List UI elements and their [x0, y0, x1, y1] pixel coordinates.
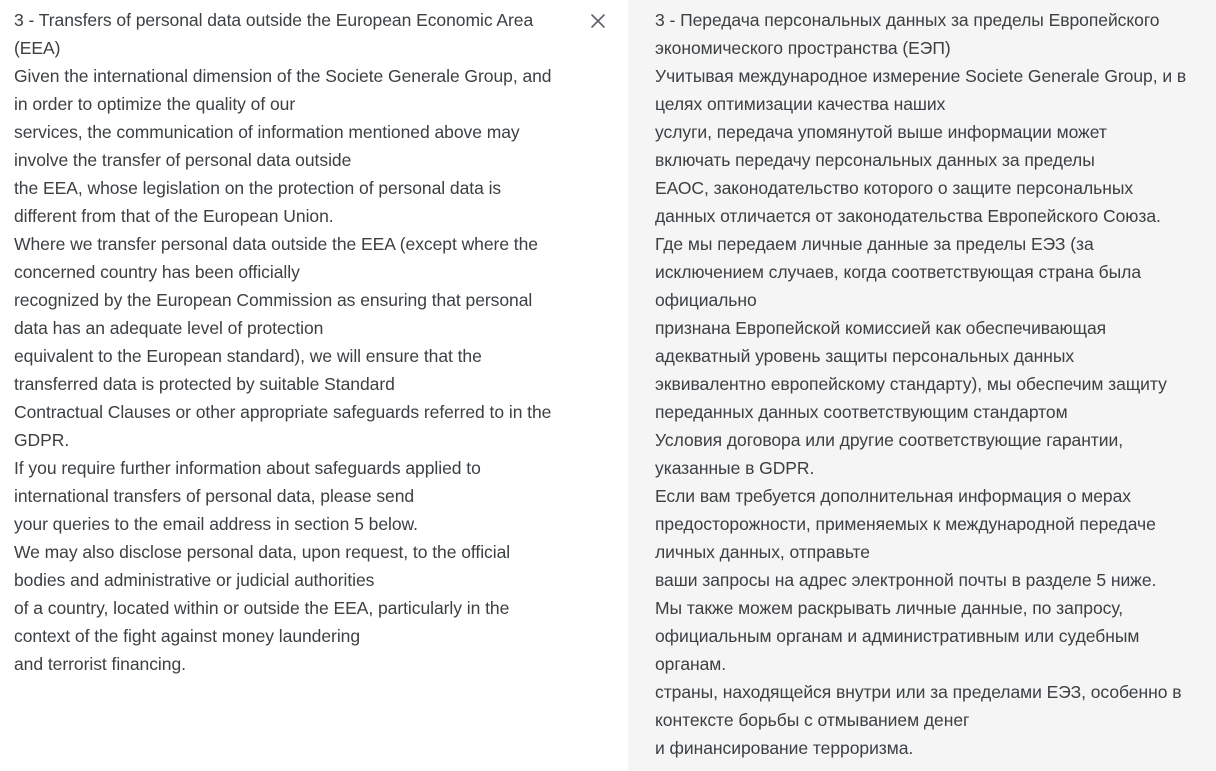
translation-pane — [628, 0, 1216, 771]
translation-line: ваши запросы на адрес электронной почты в разделе 5 ниже. — [655, 570, 1157, 590]
translation-line: Где мы передаем личные данные за пределы ЕЭЗ (за — [655, 234, 1094, 254]
source-line: We may also disclose personal data, upon request, to the official — [14, 542, 511, 562]
source-line: Contractual Clauses or other appropriate safeguards referred to in the — [14, 402, 552, 422]
translation-line: Условия договора или другие соответствующие гарантии, — [655, 430, 1124, 450]
translation-line: экономического пространства (ЕЭП) — [655, 38, 951, 58]
clear-source-text-button[interactable] — [586, 9, 610, 33]
translation-line: адекватный уровень защиты персональных данных — [655, 346, 1075, 366]
source-line: of a country, located within or outside the EEA, particularly in the — [14, 598, 510, 618]
source-line: recognized by the European Commission as ensuring that personal — [14, 290, 533, 310]
translation-line: официально — [655, 290, 757, 310]
source-line: and terrorist financing. — [14, 654, 186, 674]
source-line: involve the transfer of personal data outside — [14, 150, 352, 170]
translation-line: переданных данных соответствующим стандартом — [655, 402, 1068, 422]
source-text[interactable] — [14, 6, 584, 678]
translation-line: целях оптимизации качества наших — [655, 94, 946, 114]
source-line: GDPR. — [14, 430, 70, 450]
source-line: Where we transfer personal data outside the EEA (except where the — [14, 234, 538, 254]
translation-line: исключением случаев, когда соответствующая страна была — [655, 262, 1142, 282]
source-line: (EEA) — [14, 38, 61, 58]
source-line: equivalent to the European standard), we will ensure that the — [14, 346, 482, 366]
source-line: the EEA, whose legislation on the protection of personal data is — [14, 178, 502, 198]
translation-line: эквивалентно европейскому стандарту), мы обеспечим защиту — [655, 374, 1167, 394]
translation-line: данных отличается от законодательства Европейского Союза. — [655, 206, 1161, 226]
translation-line: страны, находящейся внутри или за пределами ЕЭЗ, особенно в — [655, 682, 1182, 702]
translation-line: предосторожности, применяемых к международной передаче — [655, 514, 1156, 534]
translation-line: органам. — [655, 654, 727, 674]
source-line: context of the fight against money laundering — [14, 626, 361, 646]
translation-line: ЕАОС, законодательство которого о защите персональных — [655, 178, 1134, 198]
translation-line: указанные в GDPR. — [655, 458, 815, 478]
source-line: If you require further information about safeguards applied to — [14, 458, 481, 478]
translation-line: признана Европейской комиссией как обеспечивающая — [655, 318, 1107, 338]
source-line: Given the international dimension of the Societe Generale Group, and — [14, 66, 552, 86]
translated-text — [655, 6, 1215, 762]
translation-line: личных данных, отправьте — [655, 542, 870, 562]
translation-line: Учитывая международное измерение Societe Generale Group, и в — [655, 66, 1187, 86]
source-line: different from that of the European Union. — [14, 206, 334, 226]
source-line: services, the communication of information mentioned above may — [14, 122, 520, 142]
source-line: transferred data is protected by suitable Standard — [14, 374, 395, 394]
source-line: in order to optimize the quality of our — [14, 94, 296, 114]
translation-line: официальным органам и административным или судебным — [655, 626, 1140, 646]
source-line: international transfers of personal data, please send — [14, 486, 415, 506]
close-icon — [590, 13, 606, 29]
translation-line: Если вам требуется дополнительная информация о мерах — [655, 486, 1131, 506]
source-line: your queries to the email address in section 5 below. — [14, 514, 418, 534]
source-line: 3 - Transfers of personal data outside the European Economic Area — [14, 10, 534, 30]
source-line: data has an adequate level of protection — [14, 318, 324, 338]
translation-line: и финансирование терроризма. — [655, 738, 914, 758]
translation-line: контексте борьбы с отмыванием денег — [655, 710, 970, 730]
translation-line: включать передачу персональных данных за пределы — [655, 150, 1095, 170]
translation-line: услуги, передача упомянутой выше информации может — [655, 122, 1107, 142]
source-line: bodies and administrative or judicial authorities — [14, 570, 375, 590]
source-line: concerned country has been officially — [14, 262, 300, 282]
translation-line: 3 - Передача персональных данных за пределы Европейского — [655, 10, 1160, 30]
translation-line: Мы также можем раскрывать личные данные, по запросу, — [655, 598, 1124, 618]
